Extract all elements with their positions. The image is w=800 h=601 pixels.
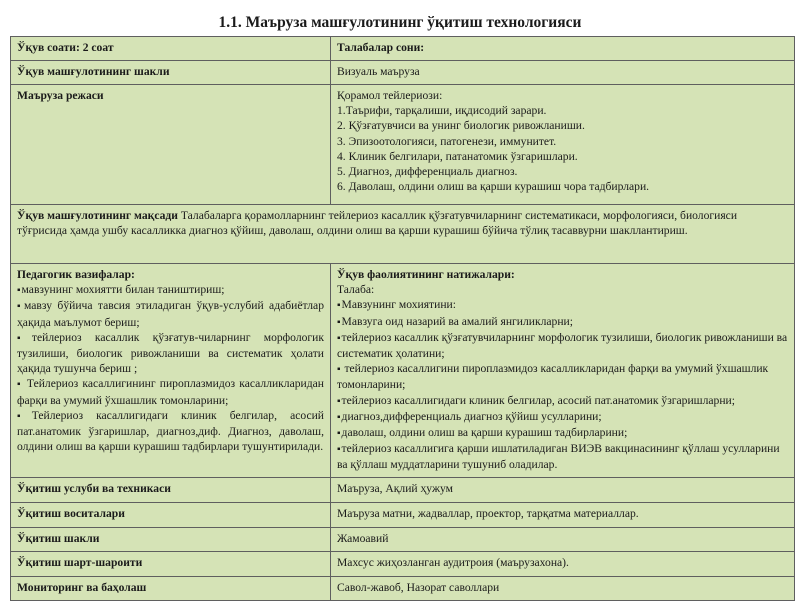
monitoring-label: Мониторинг ва баҳолаш [11, 577, 331, 601]
plan-line: 2. Қўзғатувчиси ва унинг биологик ривожланиши. [337, 119, 585, 133]
plan-value [331, 85, 795, 205]
plan-line: 5. Диагноз, дифференциаль диагноз. [337, 165, 518, 179]
pedagogical-task-item: ▪ Тейлериоз касаллигидаги клиник белгилар, асосий пат.анатомик ўзгаришлар, диагноз,диф. Диагноз, даволаш, олдини олиш ва қарши курашиш тадбирлари тушунтирилади. [17, 408, 324, 455]
tools-label: Ўқитиш воситалари [11, 503, 331, 528]
row-form2 [11, 528, 795, 552]
pedagogical-task-item: ▪ мавзу бўйича тавсия этиладиган ўқув-услубий адабиётлар ҳақида маълумот бериш; [17, 298, 324, 329]
form-value: Визуаль маъруза [331, 61, 795, 85]
learning-outcomes-subtitle: Талаба: [337, 283, 375, 297]
monitoring-value: Савол-жавоб, Назорат саволлари [331, 577, 795, 601]
plan-label: Маъруза режаси [11, 85, 331, 205]
methods-label: Ўқитиш услуби ва техникаси [11, 478, 331, 503]
row-tools [11, 503, 795, 528]
row-goal [11, 205, 795, 264]
plan-line: 1.Таърифи, тарқалиши, иқдисодий зарари. [337, 104, 547, 118]
conditions-label: Ўқитиш шарт-шароити [11, 552, 331, 577]
conditions-value: Махсус жиҳозланган аудитроия (маърузахона). [331, 552, 795, 577]
tools-value: Маъруза матни, жадваллар, проектор, тарқатма материаллар. [331, 503, 795, 528]
row-hours [11, 37, 795, 61]
row-monitoring [11, 577, 795, 601]
goal-label: Ўқув машғулотининг мақсади [17, 209, 178, 222]
plan-line: 3. Эпизоотологияси, патогенези, иммунитет. [337, 134, 557, 148]
form-label: Ўқув машғулотининг шакли [11, 61, 331, 85]
learning-outcome-item: ▪ тейлериоз касаллигини пироплазмидоз касалликларидан фарқи ва умумий ўхшашлик томонларини; [337, 361, 788, 392]
learning-outcome-item: ▪ диагноз,дифференциаль диагноз қўйиш усулларини; [337, 409, 788, 425]
learning-outcome-item: ▪ тейлериоз касаллигига қарши ишлатиладиган ВИЭВ вакцинасининг қўллаш усулларини ва қўллаш муддатларини тушуниб оладилар. [337, 441, 788, 472]
learning-outcome-item: ▪ тейлериоз касаллик қўзғатувчиларнинг морфологик тузилиши, биологик ривожланиши ва систематик ҳолатини; [337, 330, 788, 361]
teaching-form-label: Ўқитиш шакли [11, 528, 331, 552]
technology-table [10, 36, 795, 601]
pedagogical-task-item: ▪ тейлериоз касаллик қўзғатув-чиларнинг морфологик тузилиши, биологик ривожланиши ва систематик ҳолати ҳақида тушунча бериш ; [17, 330, 324, 377]
students-count-label: Талабалар сони: [331, 37, 795, 61]
row-conditions [11, 552, 795, 577]
goal-text: Талабаларга қорамолларнинг тейлериоз касаллик қўзғатувчиларнинг систематикаси, морфологияси, биологияси тўғрисида ҳамда ушбу касалликка диагноз қўйиш, даволаш, олдини олиш ва қарши курашиш бўйича тўлиқ тасаввурни шакллантириш. [17, 209, 738, 238]
plan-line: Қорамол тейлериози: [337, 89, 443, 102]
teaching-form-value: Жамоавий [331, 528, 795, 552]
pedagogical-task-item: ▪ мавзунинг мохиятти билан таништириш; [17, 282, 324, 298]
row-plan [11, 85, 795, 205]
methods-value: Маъруза, Ақлий ҳужум [331, 478, 795, 503]
learning-outcome-item: ▪ Мавзуга оид назарий ва амалий янгиликларни; [337, 314, 788, 330]
learning-outcomes-cell [331, 264, 795, 478]
learning-outcome-item: ▪ тейлериоз касаллигидаги клиник белгилар, асосий пат.анатомик ўзгаришларни; [337, 393, 788, 409]
row-tasks [11, 264, 795, 478]
pedagogical-task-item: ▪ Тейлериоз касаллигининг пироплазмидоз касалликларидан фарқи ва умумий ўхшашлик томонларини; [17, 376, 324, 407]
goal-cell [11, 205, 795, 264]
learning-outcome-item: ▪ даволаш, олдини олиш ва қарши курашиш тадбирларини; [337, 425, 788, 441]
pedagogical-tasks-title: Педагогик вазифалар: [17, 268, 135, 281]
learning-outcomes-title: Ўқув фаолиятининг натижалари: [337, 268, 515, 281]
row-methods [11, 478, 795, 503]
learning-outcome-item: ▪ Мавзунинг мохиятини: [337, 297, 788, 313]
plan-line: 6. Даволаш, олдини олиш ва қарши курашиш чора тадбирлари. [337, 180, 650, 194]
row-form [11, 61, 795, 85]
plan-line: 4. Клиник белгилари, патанатомик ўзгаришлари. [337, 149, 578, 163]
pedagogical-tasks-cell [11, 264, 331, 478]
document-title: 1.1. Маъруза машғулотининг ўқитиш технологияси [218, 14, 582, 31]
hours-label: Ўқув соати: 2 соат [11, 37, 331, 61]
